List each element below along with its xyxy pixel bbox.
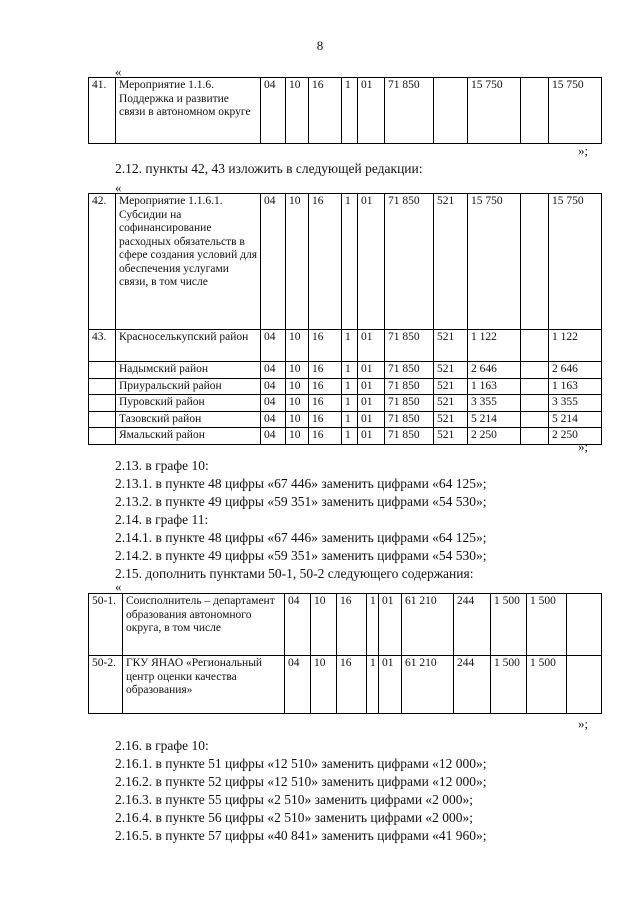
paragraph-1: 2.13.1. в пункте 48 цифры «67 446» заменить цифрами «64 125»; [115, 476, 487, 491]
cell-code-a: 04 [285, 656, 311, 714]
cell-code-c: 16 [309, 411, 342, 428]
cell-col-11 [521, 78, 549, 144]
cell-col-12: 2 646 [549, 362, 602, 379]
cell-code-f: 71 850 [385, 330, 434, 362]
cell-col-11 [521, 428, 549, 445]
cell-item-name: Мероприятие 1.1.6.1. Субсидии на софинансирование расходных обязательств в сфере создания условий для обеспечения услугами связи, в том числе [116, 194, 261, 330]
paragraph-6: 2.15. дополнить пунктами 50-1, 50-2 следующего содержания: [115, 566, 474, 581]
close-quote: »; [578, 716, 589, 731]
cell-code-f: 71 850 [385, 362, 434, 379]
cell-col-10: 1 500 [491, 656, 527, 714]
cell-item-name: Надымский район [116, 362, 261, 379]
cell-code-g: 244 [454, 594, 491, 656]
cell-code-d: 1 [367, 656, 379, 714]
cell-code-d: 1 [342, 378, 358, 395]
cell-col-12: 2 250 [549, 428, 602, 445]
cell-item-number: 43. [89, 330, 116, 362]
cell-code-g: 244 [454, 656, 491, 714]
cell-code-e: 01 [379, 656, 402, 714]
cell-code-d: 1 [367, 594, 379, 656]
cell-col-11 [521, 378, 549, 395]
paragraph-5: 2.14.2. в пункте 49 цифры «59 351» заменить цифрами «54 530»; [115, 548, 487, 563]
cell-code-c: 16 [309, 378, 342, 395]
cell-code-g: 521 [434, 194, 468, 330]
cell-item-number: 50-1. [89, 594, 123, 656]
cell-item-number [89, 362, 116, 379]
table-row [89, 594, 602, 656]
cell-col-12: 15 750 [549, 78, 602, 144]
paragraph-4: 2.16.4. в пункте 56 цифры «2 510» заменить цифрами «2 000»; [115, 810, 474, 825]
cell-code-f: 71 850 [385, 78, 434, 144]
cell-col-11 [521, 411, 549, 428]
table-row [89, 428, 602, 445]
cell-item-number [89, 378, 116, 395]
cell-code-d: 1 [342, 411, 358, 428]
cell-item-name: Приуральский район [116, 378, 261, 395]
table-row [89, 395, 602, 412]
cell-item-name: Ямальский район [116, 428, 261, 445]
cell-col-11: 1 500 [527, 656, 567, 714]
cell-code-c: 16 [337, 594, 367, 656]
paragraph-2: 2.13.2. в пункте 49 цифры «59 351» заменить цифрами «54 530»; [115, 494, 487, 509]
cell-code-b: 10 [286, 330, 309, 362]
cell-code-g [434, 78, 468, 144]
cell-col-11 [521, 194, 549, 330]
cell-code-a: 04 [261, 378, 286, 395]
open-quote: « [115, 64, 122, 79]
cell-code-d: 1 [342, 428, 358, 445]
cell-code-a: 04 [261, 330, 286, 362]
cell-item-name: Красноселькупский район [116, 330, 261, 362]
cell-code-a: 04 [261, 395, 286, 412]
cell-code-f: 71 850 [385, 428, 434, 445]
cell-col-10: 15 750 [468, 194, 521, 330]
paragraph-3: 2.14. в графе 11: [115, 512, 209, 527]
cell-code-f: 61 210 [402, 594, 454, 656]
cell-code-d: 1 [342, 395, 358, 412]
cell-item-name: Тазовский район [116, 411, 261, 428]
cell-code-d: 1 [342, 330, 358, 362]
cell-code-g: 521 [434, 411, 468, 428]
cell-code-d: 1 [342, 194, 358, 330]
cell-item-name: Пуровский район [116, 395, 261, 412]
cell-col-10: 1 500 [491, 594, 527, 656]
cell-col-11 [521, 395, 549, 412]
cell-code-f: 71 850 [385, 411, 434, 428]
cell-code-g: 521 [434, 395, 468, 412]
cell-code-f: 61 210 [402, 656, 454, 714]
cell-code-g: 521 [434, 378, 468, 395]
paragraph-4: 2.14.1. в пункте 48 цифры «67 446» заменить цифрами «64 125»; [115, 530, 487, 545]
cell-item-number: 42. [89, 194, 116, 330]
cell-code-c: 16 [337, 656, 367, 714]
table-item-41 [88, 77, 602, 144]
cell-col-11 [521, 330, 549, 362]
cell-code-b: 10 [286, 428, 309, 445]
cell-col-10: 3 355 [468, 395, 521, 412]
table-row [89, 378, 602, 395]
cell-code-g: 521 [434, 330, 468, 362]
cell-item-number [89, 395, 116, 412]
cell-item-name: Мероприятие 1.1.6. Поддержка и развитие связи в автономном округе [116, 78, 261, 144]
cell-code-g: 521 [434, 428, 468, 445]
paragraph-3: 2.16.3. в пункте 55 цифры «2 510» заменить цифрами «2 000»; [115, 792, 474, 807]
cell-code-e: 01 [358, 194, 385, 330]
paragraph-0: 2.13. в графе 10: [115, 458, 209, 473]
cell-code-c: 16 [309, 194, 342, 330]
paragraph-0: 2.16. в графе 10: [115, 738, 209, 753]
table-row [89, 78, 602, 144]
cell-col-12 [567, 594, 602, 656]
cell-code-e: 01 [358, 395, 385, 412]
paragraph-5: 2.16.5. в пункте 57 цифры «40 841» заменить цифрами «41 960»; [115, 828, 487, 843]
cell-code-g: 521 [434, 362, 468, 379]
paragraph-2-12: 2.12. пункты 42, 43 изложить в следующей редакции: [115, 161, 423, 176]
table-row [89, 656, 602, 714]
cell-code-e: 01 [358, 78, 385, 144]
cell-code-a: 04 [261, 78, 286, 144]
table-row [89, 330, 602, 362]
table-row [89, 362, 602, 379]
table-items-50 [88, 593, 602, 714]
cell-code-f: 71 850 [385, 395, 434, 412]
cell-col-12: 1 122 [549, 330, 602, 362]
cell-code-a: 04 [285, 594, 311, 656]
table-row [89, 411, 602, 428]
cell-code-e: 01 [358, 362, 385, 379]
cell-code-b: 10 [286, 378, 309, 395]
cell-item-number [89, 411, 116, 428]
open-quote: « [115, 579, 122, 594]
cell-code-a: 04 [261, 411, 286, 428]
table-items-42-43 [88, 193, 602, 445]
cell-code-f: 71 850 [385, 378, 434, 395]
cell-code-b: 10 [286, 395, 309, 412]
cell-code-e: 01 [358, 378, 385, 395]
cell-code-b: 10 [286, 362, 309, 379]
cell-code-d: 1 [342, 362, 358, 379]
cell-code-f: 71 850 [385, 194, 434, 330]
cell-code-c: 16 [309, 362, 342, 379]
paragraph-1: 2.16.1. в пункте 51 цифры «12 510» заменить цифрами «12 000»; [115, 756, 487, 771]
cell-code-b: 10 [286, 194, 309, 330]
cell-code-a: 04 [261, 362, 286, 379]
open-quote: « [115, 180, 122, 195]
cell-col-10: 1 163 [468, 378, 521, 395]
close-quote: »; [578, 439, 589, 454]
cell-item-number: 50-2. [89, 656, 123, 714]
paragraph-2: 2.16.2. в пункте 52 цифры «12 510» заменить цифрами «12 000»; [115, 774, 487, 789]
cell-code-a: 04 [261, 428, 286, 445]
cell-item-name: Соисполнитель – департамент образования автономного округа, в том числе [123, 594, 285, 656]
cell-item-number: 41. [89, 78, 116, 144]
cell-col-12: 1 163 [549, 378, 602, 395]
cell-col-12: 5 214 [549, 411, 602, 428]
page-number: 8 [316, 38, 324, 53]
cell-code-b: 10 [311, 656, 337, 714]
cell-col-12: 3 355 [549, 395, 602, 412]
cell-code-b: 10 [286, 411, 309, 428]
cell-code-a: 04 [261, 194, 286, 330]
cell-col-10: 1 122 [468, 330, 521, 362]
cell-code-c: 16 [309, 395, 342, 412]
cell-code-c: 16 [309, 78, 342, 144]
cell-code-e: 01 [358, 330, 385, 362]
cell-code-c: 16 [309, 330, 342, 362]
cell-code-c: 16 [309, 428, 342, 445]
cell-col-10: 15 750 [468, 78, 521, 144]
close-quote: »; [578, 143, 589, 158]
cell-item-number [89, 428, 116, 445]
table-row [89, 194, 602, 330]
cell-col-10: 2 646 [468, 362, 521, 379]
cell-col-12: 15 750 [549, 194, 602, 330]
cell-code-b: 10 [311, 594, 337, 656]
cell-code-d: 1 [342, 78, 358, 144]
cell-col-11 [521, 362, 549, 379]
cell-code-e: 01 [358, 428, 385, 445]
cell-code-e: 01 [379, 594, 402, 656]
cell-item-name: ГКУ ЯНАО «Региональный центр оценки качества образования» [123, 656, 285, 714]
cell-col-11: 1 500 [527, 594, 567, 656]
cell-code-e: 01 [358, 411, 385, 428]
cell-code-b: 10 [286, 78, 309, 144]
cell-col-10: 5 214 [468, 411, 521, 428]
cell-col-12 [567, 656, 602, 714]
cell-col-10: 2 250 [468, 428, 521, 445]
